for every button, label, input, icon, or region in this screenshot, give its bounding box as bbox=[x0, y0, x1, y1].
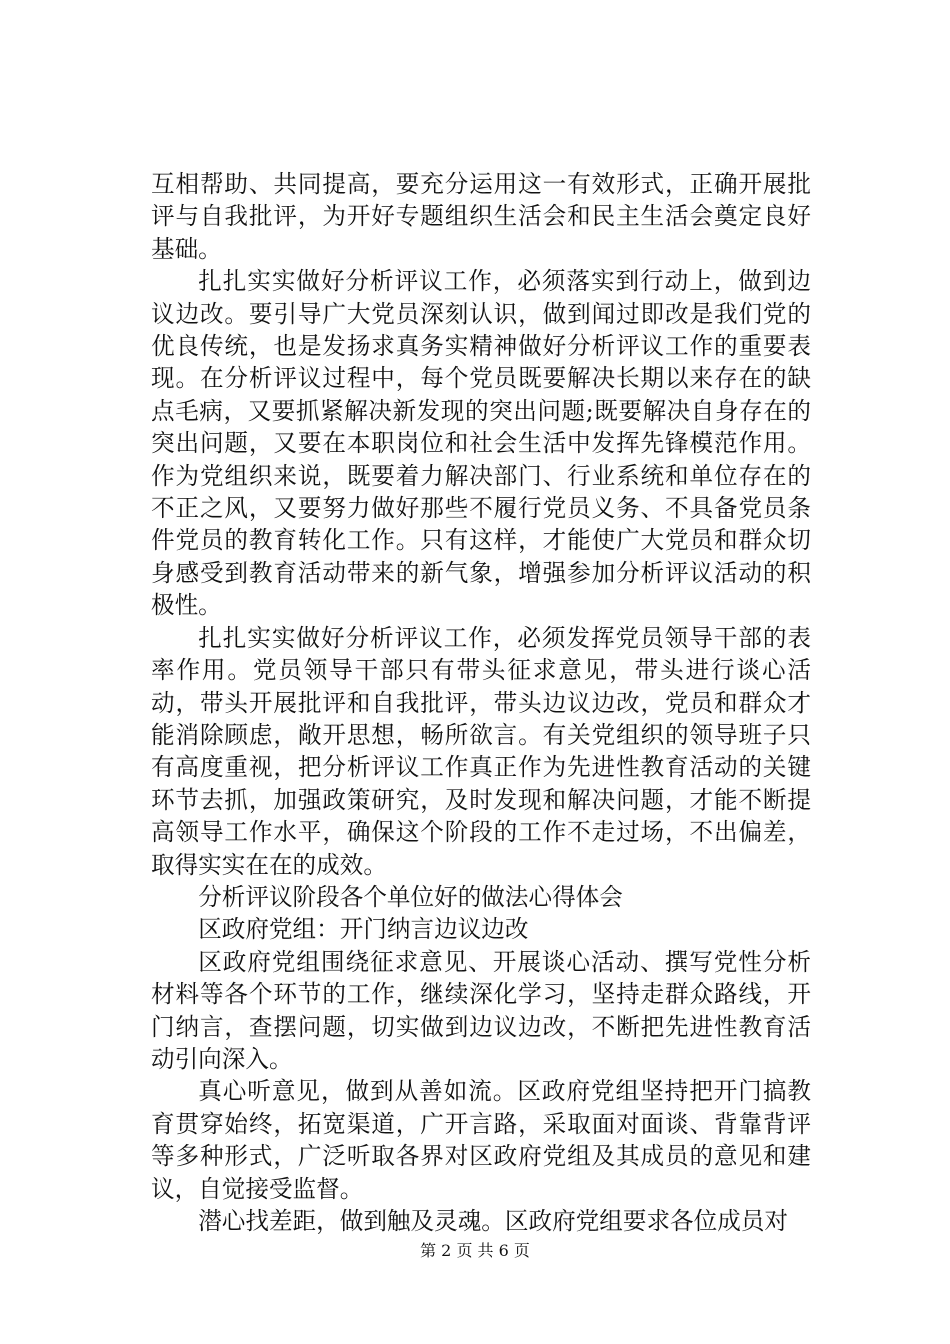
page-footer bbox=[0, 1241, 950, 1261]
paragraph-2: 扎扎实实做好分析评议工作，必须落实到行动上，做到边议边改。要引导广大党员深刻认识，做到闻过即改是我们党的优良传统，也是发扬求真务实精神做好分析评议工作的重要表现。在分析评议过程中，每个党员既要解决长期以来存在的缺点毛病，又要抓紧解决新发现的突出问题;既要解决自身存在的突出问题，又要在本职岗位和社会生活中发挥先锋模范作用。作为党组织来说，既要着力解决部门、行业系统和单位存在的不正之风，又要努力做好那些不履行党员义务、不具备党员条件党员的教育转化工作。只有这样，才能使广大党员和群众切身感受到教育活动带来的新气象，增强参加分析评议活动的积极性。 bbox=[151, 267, 811, 620]
section-heading: 分析评议阶段各个单位好的做法心得体会 bbox=[198, 882, 623, 911]
document-body bbox=[151, 168, 811, 1237]
paragraph-3: 扎扎实实做好分析评议工作，必须发挥党员领导干部的表率作用。党员领导干部只有带头征求意见，带头进行谈心活动，带头开展批评和自我批评，带头边议边改，党员和群众才能消除顾虑，敞开思想，畅所欲言。有关党组织的领导班子只有高度重视，把分析评议工作真正作为先进性教育活动的关键环节去抓，加强政策研究，及时发现和解决问题，才能不断提高领导工作水平，确保这个阶段的工作不走过场，不出偏差，取得实实在在的成效。 bbox=[151, 623, 811, 879]
paragraph-6: 区政府党组围绕征求意见、开展谈心活动、撰写党性分析材料等各个环节的工作，继续深化学习，坚持走群众路线，开门纳言，查摆问题，切实做到边议边改，不断把先进性教育活动引向深入。 bbox=[151, 947, 811, 1073]
subsection-heading: 区政府党组：开门纳言边议边改 bbox=[198, 915, 529, 944]
paragraph-1: 互相帮助、共同提高，要充分运用这一有效形式，正确开展批评与自我批评，为开好专题组织生活会和民主生活会奠定良好基础。 bbox=[151, 170, 811, 263]
page-number: 第 2 页 共 6 页 bbox=[420, 1241, 530, 1260]
paragraph-8: 潜心找差距，做到触及灵魂。区政府党组要求各位成员对 bbox=[198, 1207, 789, 1235]
paragraph-7: 真心听意见，做到从善如流。区政府党组坚持把开门搞教育贯穿始终，拓宽渠道，广开言路，采取面对面谈、背靠背评等多种形式，广泛听取各界对区政府党组及其成员的意见和建议，自觉接受监督。 bbox=[151, 1077, 811, 1203]
